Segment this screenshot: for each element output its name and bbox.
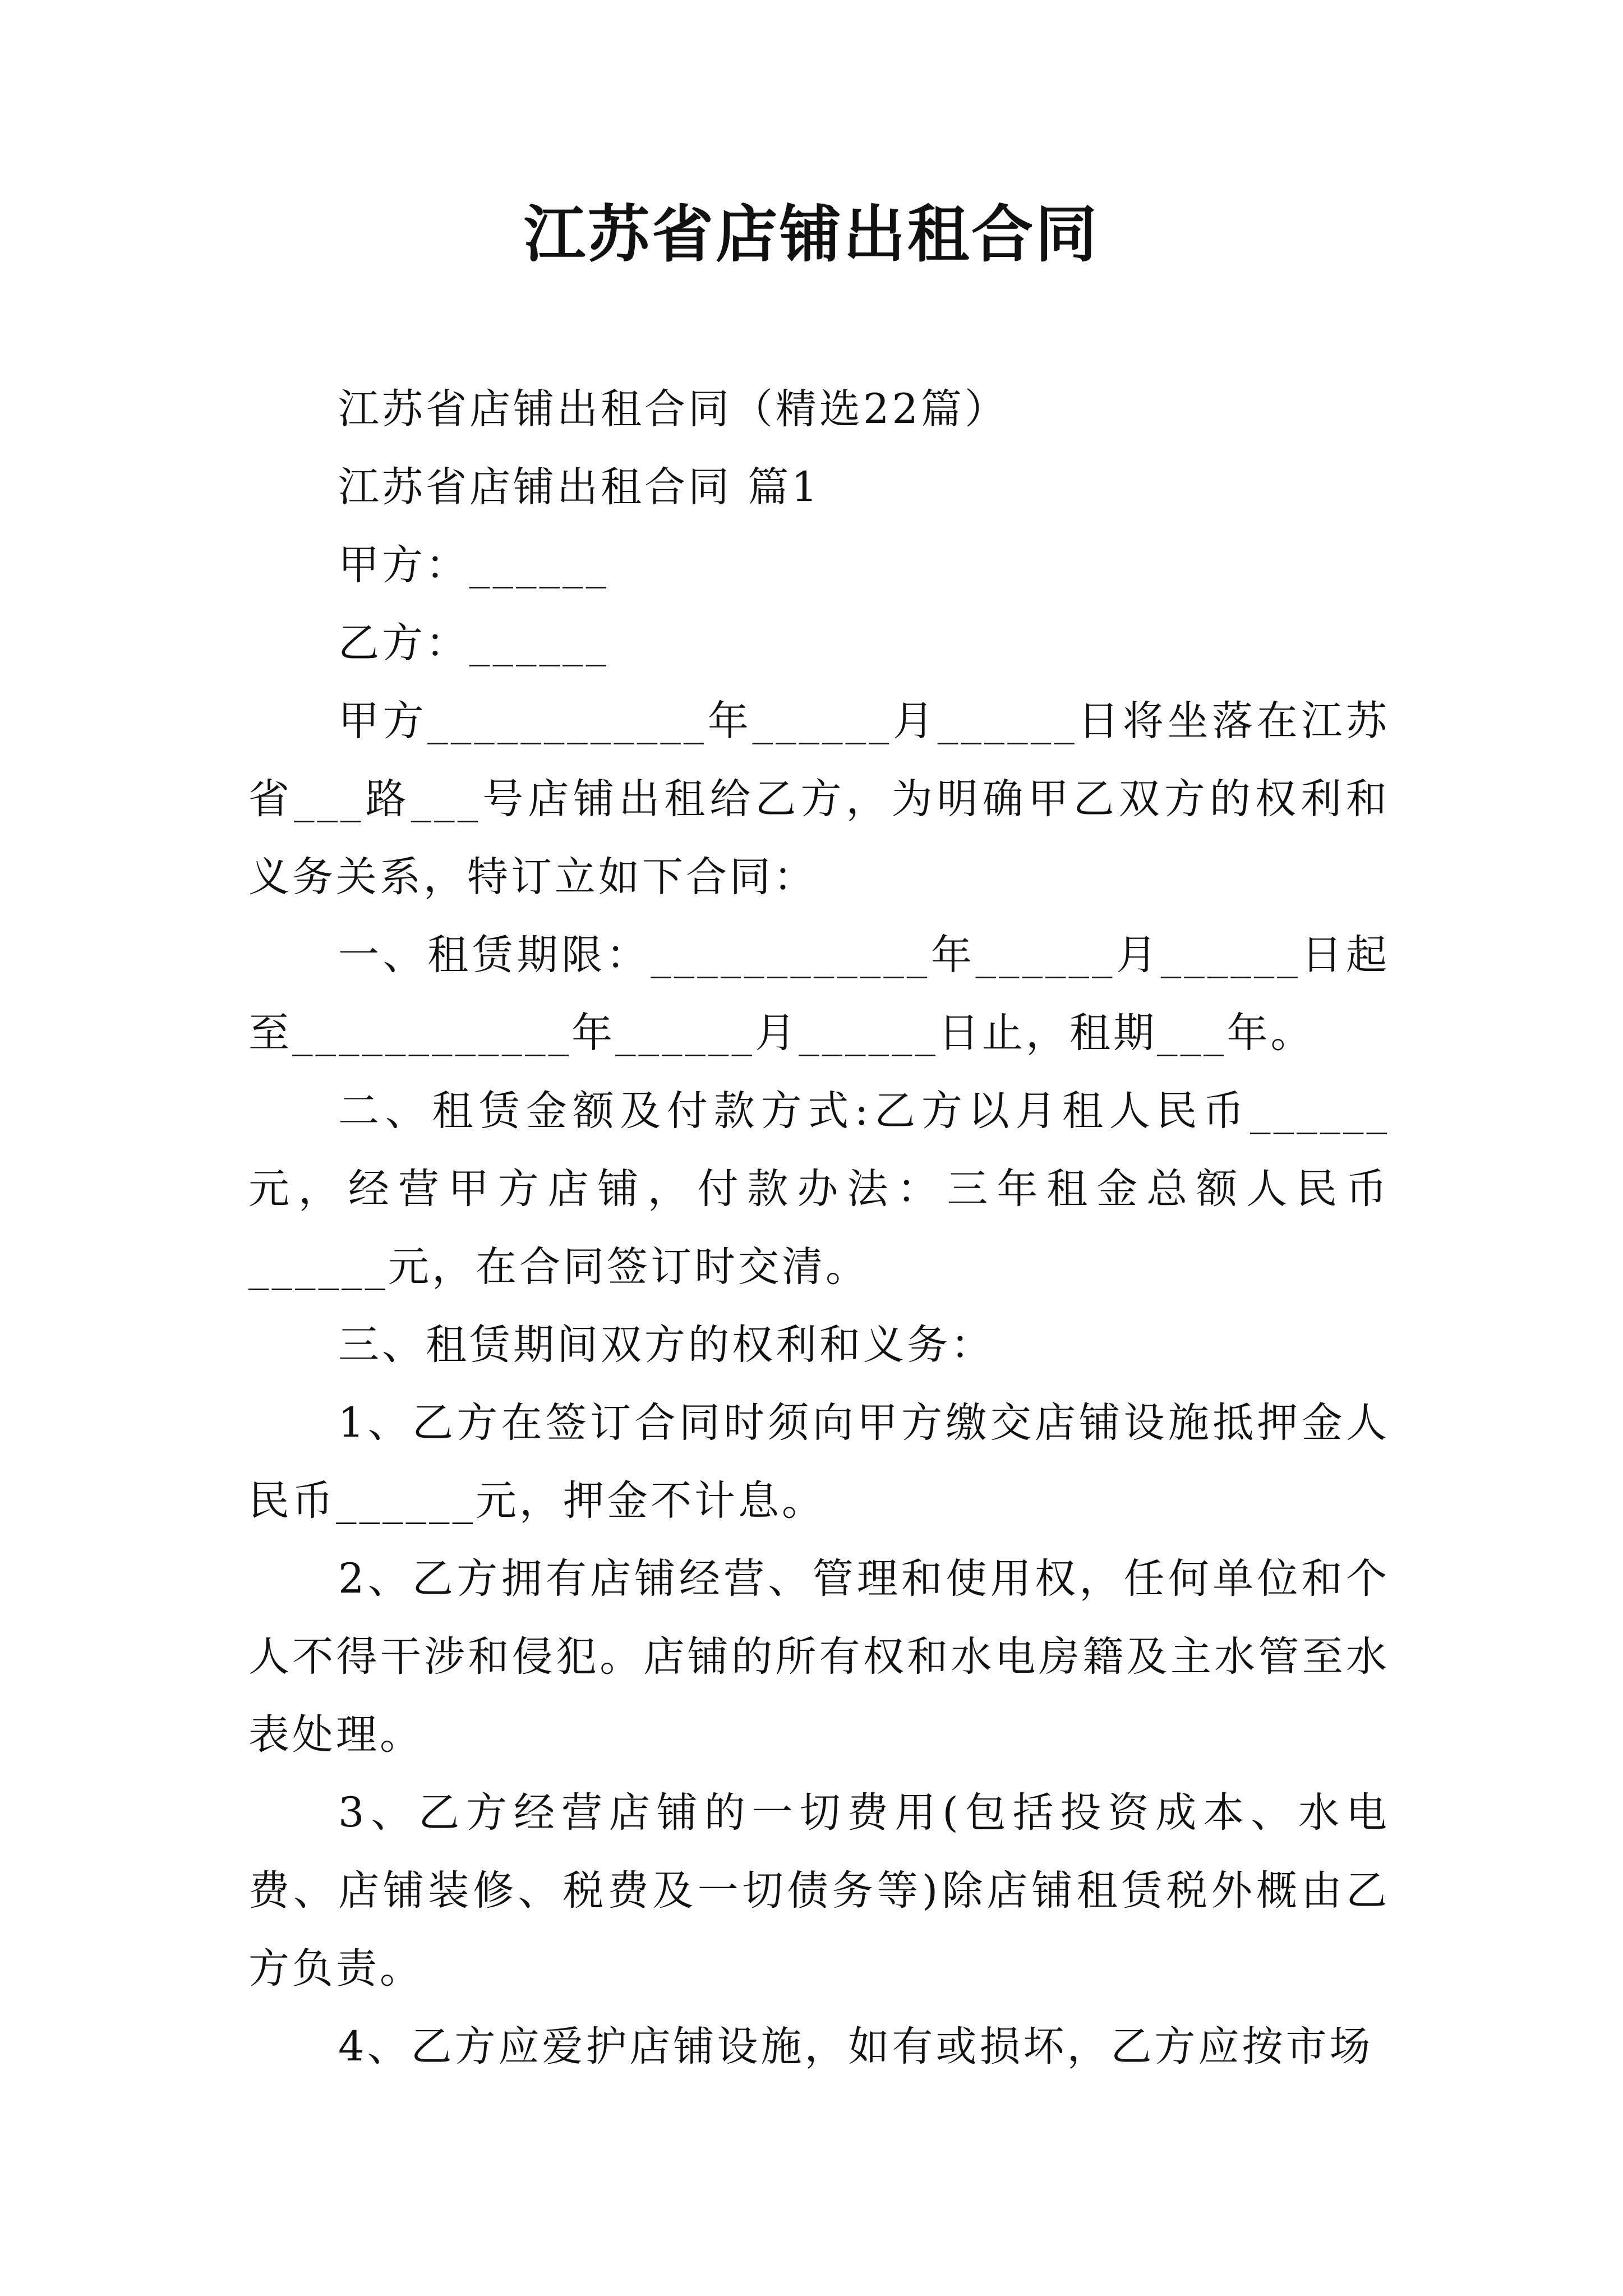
- paragraph-item-2: 2、乙方拥有店铺经营、管理和使用权，任何单位和个人不得干涉和侵犯。店铺的所有权和水电房籍及主水管至水表处理。: [248, 1555, 1390, 1759]
- paragraph-subtitle: 江苏省店铺出租合同（精选22篇）: [338, 385, 1008, 433]
- paragraph-party-b: 乙方：______: [338, 619, 609, 667]
- paragraph-section-heading: 江苏省店铺出租合同 篇1: [338, 463, 820, 511]
- paragraph-party-a: 甲方：______: [338, 541, 609, 589]
- paragraph-item-1: 1、乙方在签订合同时须向甲方缴交店铺设施抵押金人民币______元，押金不计息。: [248, 1399, 1390, 1525]
- paragraph-item-3: 3、乙方经营店铺的一切费用(包括投资成本、水电费、店铺装修、税费及一切债务等)除店铺租赁税外概由乙方负责。: [248, 1789, 1390, 1993]
- paragraph-clause-2: 二、租赁金额及付款方式:乙方以月租人民币______元，经营甲方店铺，付款办法：三年租金总额人民币______元，在合同签订时交清。: [248, 1087, 1390, 1291]
- document-body: [248, 370, 1390, 2086]
- paragraph-clause-3: 三、租赁期间双方的权利和义务：: [338, 1321, 994, 1369]
- paragraph-preamble: 甲方____________年______月______日将坐落在江苏省___路___号店铺出租给乙方，为明确甲乙双方的权利和义务关系，特订立如下合同：: [248, 697, 1390, 901]
- paragraph-item-4: 4、乙方应爱护店铺设施，如有或损坏，乙方应按市场: [338, 2023, 1373, 2070]
- document-title: 江苏省店铺出租合同: [524, 198, 1099, 270]
- paragraph-clause-1: 一、租赁期限：____________年______月______日起至____________年______月______日止，租期___年。: [248, 931, 1390, 1057]
